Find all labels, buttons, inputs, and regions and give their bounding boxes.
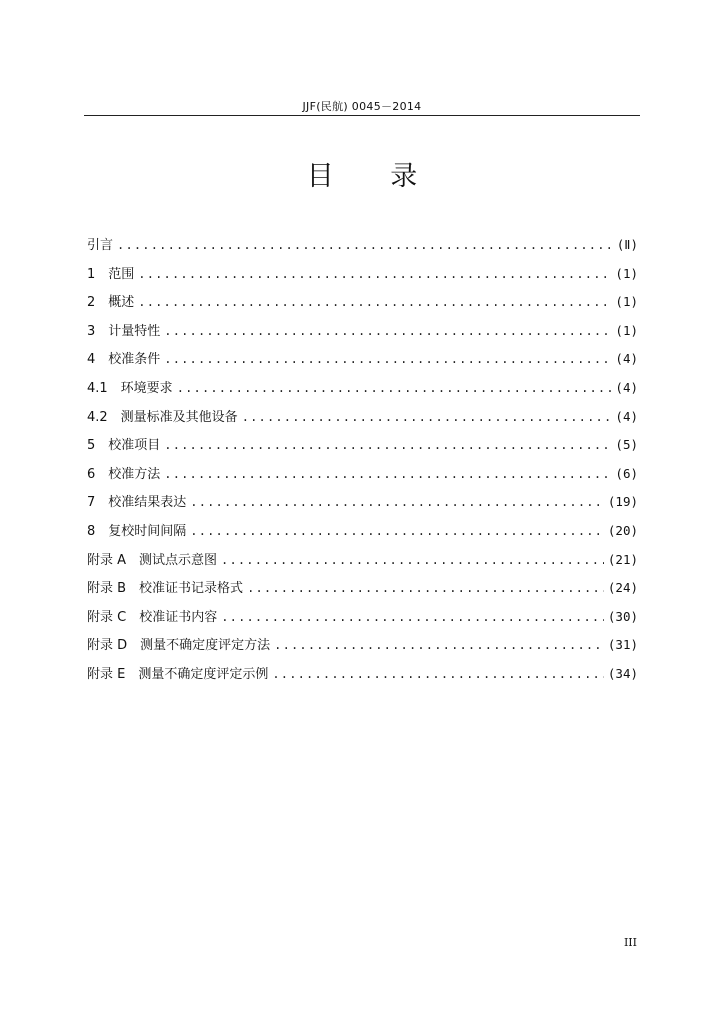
toc-entry-appendix-d[interactable] — [87, 634, 638, 663]
toc-entry-environment-requirements[interactable] — [87, 377, 638, 406]
toc-entry-label: 6 校准方法 — [87, 466, 161, 482]
toc-entry-label: 附录 C 校准证书内容 — [87, 609, 218, 625]
toc-entry-appendix-b[interactable] — [87, 577, 638, 606]
toc-entry-page: (5) — [615, 437, 638, 453]
dot-leader — [164, 438, 611, 452]
toc-entry-page: (1) — [615, 265, 638, 281]
dot-leader — [164, 324, 611, 338]
dot-leader — [242, 410, 612, 424]
toc-entry-label: 4 校准条件 — [87, 352, 161, 368]
dot-leader — [164, 467, 611, 481]
toc-entry-page: (24) — [607, 580, 638, 596]
dot-leader — [177, 381, 612, 395]
dot-leader — [221, 610, 604, 624]
toc-entry-label: 8 复校时间间隔 — [87, 523, 187, 539]
toc-entry-label: 7 校准结果表达 — [87, 495, 187, 511]
toc-entry-overview[interactable] — [87, 291, 638, 320]
toc-entry-appendix-c[interactable] — [87, 606, 638, 635]
toc-entry-page: (4) — [615, 351, 638, 367]
page-title: 目 录 — [306, 161, 442, 192]
toc-entry-calibration-conditions[interactable] — [87, 348, 638, 377]
toc-entry-page: (1) — [615, 322, 638, 338]
toc-entry-page: (19) — [607, 494, 638, 510]
dot-leader — [247, 581, 604, 595]
toc-entry-label: 3 计量特性 — [87, 323, 161, 339]
dot-leader — [117, 238, 613, 252]
toc-entry-standards-equipment[interactable] — [87, 406, 638, 435]
toc-entry-page: (20) — [607, 522, 638, 538]
dot-leader — [138, 295, 611, 309]
toc-entry-label: 2 概述 — [87, 295, 135, 311]
page-number: III — [623, 936, 637, 949]
toc-entry-calibration-methods[interactable] — [87, 463, 638, 492]
toc-entry-page: (Ⅱ) — [616, 237, 638, 252]
toc-entry-label: 5 校准项目 — [87, 438, 161, 454]
toc-entry-label: 附录 E 测量不确定度评定示例 — [87, 666, 269, 682]
dot-leader — [190, 495, 604, 509]
toc-entry-result-expression[interactable] — [87, 491, 638, 520]
document-code-header: JJF(民航) 0045－2014 — [302, 100, 422, 113]
toc-entry-foreword[interactable] — [87, 234, 638, 263]
header-divider — [84, 115, 640, 116]
dot-leader — [164, 352, 611, 366]
toc-entry-label: 4.1 环境要求 — [87, 380, 173, 396]
toc-entry-page: (34) — [607, 665, 638, 681]
toc-entry-page: (4) — [615, 408, 638, 424]
toc-entry-page: (1) — [615, 294, 638, 310]
toc-entry-page: (21) — [607, 551, 638, 567]
toc-entry-calibration-items[interactable] — [87, 434, 638, 463]
toc-entry-page: (31) — [607, 637, 638, 653]
toc-entry-page: (4) — [615, 379, 638, 395]
dot-leader — [138, 267, 611, 281]
toc-entry-label: 引言 — [87, 238, 114, 253]
dot-leader — [221, 553, 604, 567]
toc-entry-appendix-a[interactable] — [87, 549, 638, 578]
toc-entry-label: 附录 D 测量不确定度评定方法 — [87, 638, 271, 654]
toc-entry-label: 4.2 测量标准及其他设备 — [87, 409, 238, 425]
toc-entry-label: 附录 A 测试点示意图 — [87, 552, 218, 568]
dot-leader — [274, 638, 604, 652]
toc-entry-metrological-characteristics[interactable] — [87, 320, 638, 349]
toc-entry-recalibration-interval[interactable] — [87, 520, 638, 549]
dot-leader — [272, 667, 604, 681]
toc-entry-label: 1 范围 — [87, 266, 135, 282]
toc-entry-page: (30) — [607, 608, 638, 624]
table-of-contents — [87, 234, 638, 692]
toc-entry-appendix-e[interactable] — [87, 663, 638, 692]
toc-entry-scope[interactable] — [87, 263, 638, 292]
dot-leader — [190, 524, 604, 538]
toc-entry-label: 附录 B 校准证书记录格式 — [87, 581, 244, 597]
toc-entry-page: (6) — [615, 465, 638, 481]
